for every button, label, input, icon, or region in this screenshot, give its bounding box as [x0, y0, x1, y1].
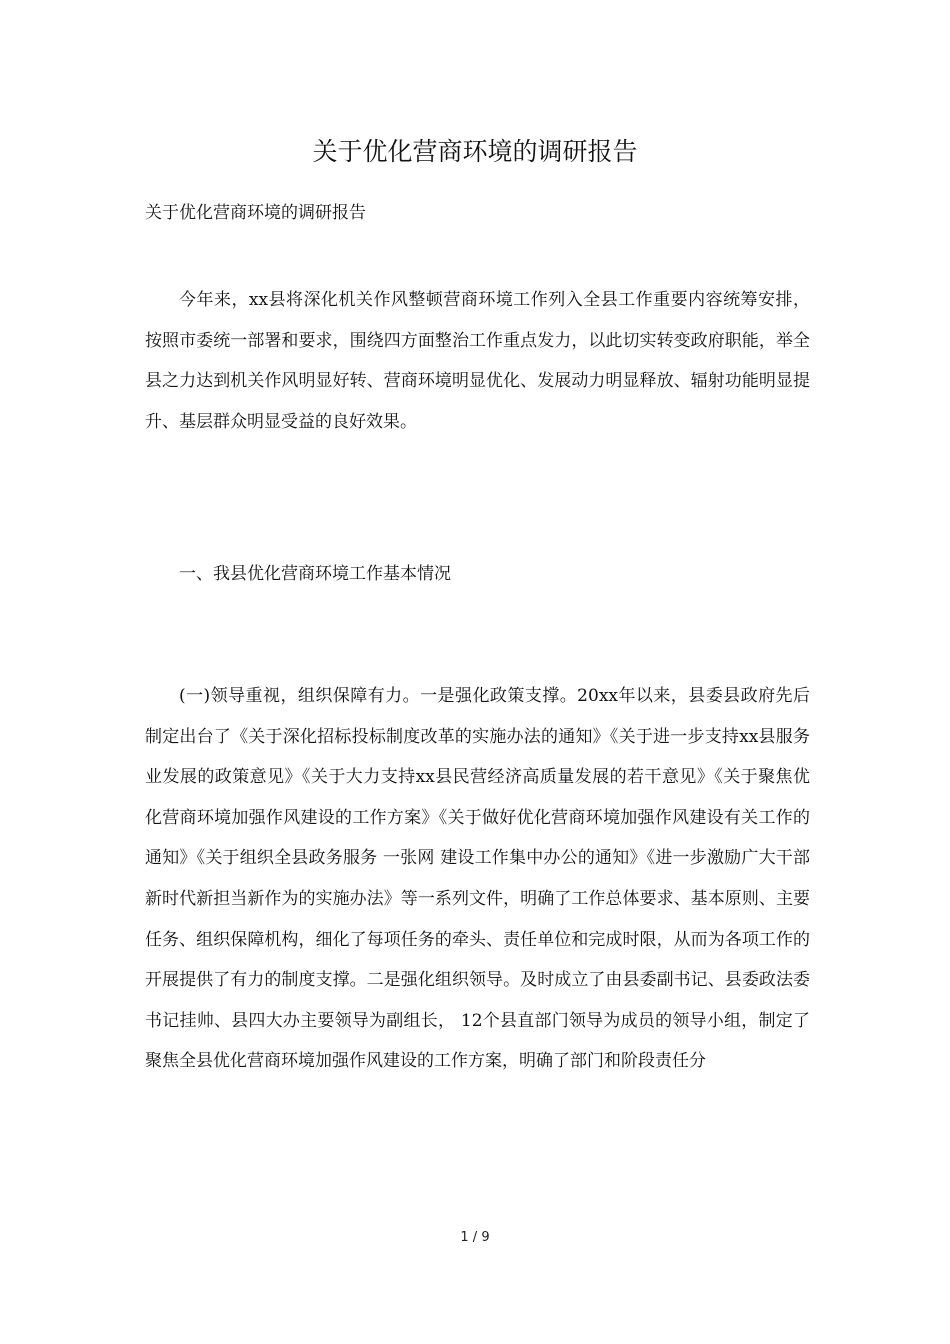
section-heading: 一、我县优化营商环境工作基本情况 [179, 564, 451, 584]
document-subtitle: 关于优化营商环境的调研报告 [145, 203, 366, 223]
page-number: 1 / 9 [460, 1230, 490, 1245]
section-paragraph: (一)领导重视，组织保障有力。一是强化政策支撑。20xx年以来，县委县政府先后制定出台了《关于深化招标投标制度改革的实施办法的通知》《关于进一步支持xx县服务业发展的政策意见》《关于大力支持xx县民营经济高质量发展的若干意见》《关于聚焦优化营商环境加强作风建设的工作方案》《关于做好优化营商环境加强作风建设有关工作的通知》《关于组织全县政务服务 一张网 建设工作集中办公的通知》《进一步激励广大干部新时代新担当新作为的实施办法》等一系列文件，明确了工作总体要求、基本原则、主要任务、组织保障机构，细化了每项任务的牵头、责任单位和完成时限，从而为各项工作的开展提供了有力的制度支撑。二是强化组织领导。及时成立了由县委副书记、县委政法委书记挂帅、县四大办主要领导为副组长， 12个县直部门领导为成员的领导小组，制定了聚焦全县优化营商环境加强作风建设的工作方案，明确了部门和阶段责任分 [145, 686, 810, 1072]
document-title: 关于优化营商环境的调研报告 [312, 137, 638, 166]
intro-paragraph: 今年来，xx县将深化机关作风整顿营商环境工作列入全县工作重要内容统筹安排，按照市委统一部署和要求，围绕四方面整治工作重点发力，以此切实转变政府职能，举全县之力达到机关作风明显好转、营商环境明显优化、发展动力明显释放、辐射功能明显提升、基层群众明显受益的良好效果。 [145, 290, 810, 432]
